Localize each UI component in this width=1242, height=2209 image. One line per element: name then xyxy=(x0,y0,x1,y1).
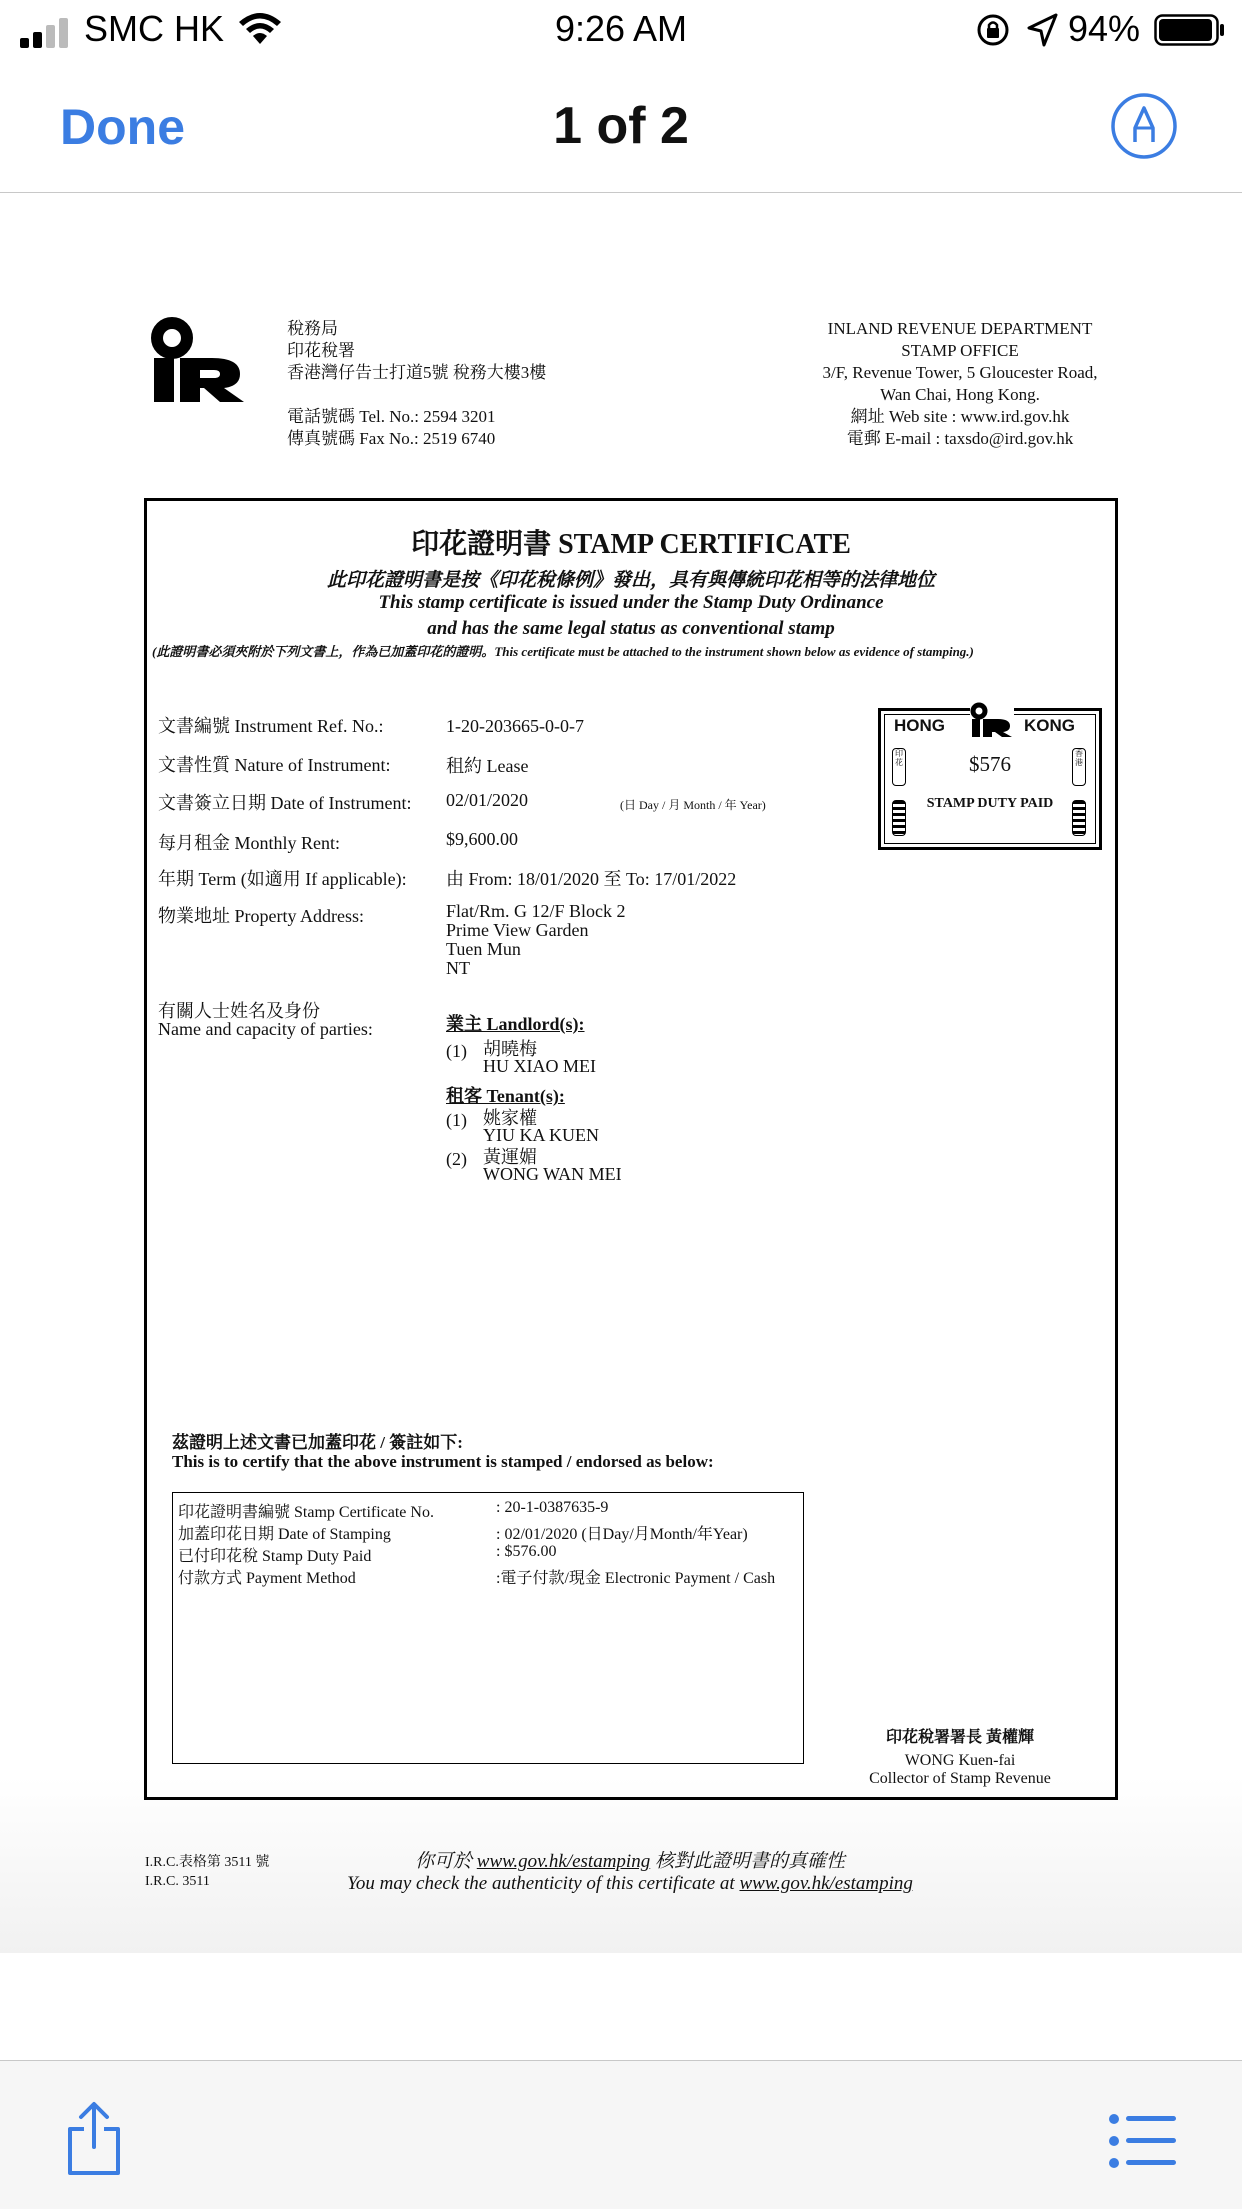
stamp-hong: HONG xyxy=(894,716,945,735)
parties-label xyxy=(158,1002,373,1038)
dept-cn: 稅務局 xyxy=(287,319,338,338)
parties-label-en: Name and capacity of parties: xyxy=(158,1019,373,1039)
rent-label: 每月租金 Monthly Rent: xyxy=(158,833,341,853)
address-line: Tuen Mun xyxy=(446,939,521,959)
landlord-name xyxy=(483,1041,596,1075)
header-left-contact xyxy=(287,406,495,450)
page-indicator: 1 of 2 xyxy=(553,97,689,155)
address-line: NT xyxy=(446,958,470,978)
battery-percent: 94% xyxy=(1068,8,1141,49)
address-cn: 香港灣仔告士打道5號 稅務大樓3樓 xyxy=(287,363,547,382)
certificate-title: 印花證明書 STAMP CERTIFICATE xyxy=(411,529,851,560)
signature-name: WONG Kuen-fai xyxy=(904,1752,1016,1769)
cert-no-value: : 20-1-0387635-9 xyxy=(496,1499,609,1516)
stamp-duty-paid: STAMP DUTY PAID xyxy=(926,796,1054,811)
nature-value: 租約 Lease xyxy=(446,756,529,776)
header-left-address xyxy=(287,318,546,384)
signature-title-en: Collector of Stamp Revenue xyxy=(869,1770,1051,1787)
tenant-name-en: WONG WAN MEI xyxy=(483,1164,622,1184)
header-right-address xyxy=(800,318,1120,450)
property-address xyxy=(446,902,626,978)
orientation-lock-icon xyxy=(976,12,1010,48)
signature-title-cn: 印花稅署署長 黃權輝 xyxy=(885,1729,1034,1746)
parties-label-cn: 有關人士姓名及身份 xyxy=(158,1001,320,1021)
tenant-num: (2) xyxy=(446,1149,467,1169)
duty-paid-value: : $576.00 xyxy=(496,1543,557,1560)
dept-en: INLAND REVENUE DEPARTMENT xyxy=(827,319,1093,338)
fax-line: 傳真號碼 Fax No.: 2519 6740 xyxy=(287,429,496,448)
status-bar xyxy=(0,0,1242,62)
ref-value: 1-20-203665-0-0-7 xyxy=(446,716,584,736)
stamp-seal-left: 印花 xyxy=(892,748,906,786)
address-en-2: Wan Chai, Hong Kong. xyxy=(880,385,1040,404)
payment-method-value: :電子付款/現金 Electronic Payment / Cash xyxy=(496,1570,776,1587)
ref-label: 文書編號 Instrument Ref. No.: xyxy=(158,716,384,736)
landlord-num: (1) xyxy=(446,1041,467,1061)
subtitle-en-2: and has the same legal status as conventional stamp xyxy=(427,618,835,639)
address-en-1: 3/F, Revenue Tower, 5 Gloucester Road, xyxy=(822,363,1098,382)
tenant-name-en: YIU KA KUEN xyxy=(483,1125,599,1145)
landlord-name-cn: 胡曉梅 xyxy=(483,1039,537,1059)
form-number-cn: I.R.C.表格第 3511 號 xyxy=(145,1855,270,1870)
duty-paid-label: 已付印花稅 Stamp Duty Paid xyxy=(178,1548,372,1565)
ird-logo-icon xyxy=(150,316,246,404)
estamping-link[interactable]: www.gov.hk/estamping xyxy=(739,1873,913,1894)
rent-value: $9,600.00 xyxy=(446,829,518,849)
location-icon xyxy=(1026,12,1058,48)
bottom-toolbar xyxy=(0,2060,1242,2209)
payment-method-label: 付款方式 Payment Method xyxy=(178,1570,356,1587)
address-label: 物業地址 Property Address: xyxy=(158,906,364,926)
stamp-amount: $576 xyxy=(969,752,1011,776)
carrier-name: SMC HK xyxy=(84,8,225,49)
battery-icon xyxy=(1154,14,1226,46)
date-value: 02/01/2020 xyxy=(446,790,529,810)
share-icon[interactable] xyxy=(64,2101,124,2177)
office-cn: 印花稅署 xyxy=(287,341,355,360)
address-line: Prime View Garden xyxy=(446,920,589,940)
subtitle-en-1: This stamp certificate is issued under the Stamp Duty Ordinance xyxy=(378,592,884,613)
list-icon[interactable] xyxy=(1108,2113,1178,2169)
landlord-name-en: HU XIAO MEI xyxy=(483,1056,596,1076)
verify-en-pre: You may check the authenticity of this certificate at xyxy=(347,1873,735,1894)
tenant-name xyxy=(483,1149,622,1183)
tenant-heading: 租客 Tenant(s): xyxy=(446,1086,565,1106)
office-en: STAMP OFFICE xyxy=(901,341,1019,360)
estamping-link[interactable]: www.gov.hk/estamping xyxy=(476,1851,651,1872)
term-value: 由 From: 18/01/2020 至 To: 17/01/2022 xyxy=(446,869,737,889)
subtitle-cn: 此印花證明書是按《印花稅條例》發出，具有與傳統印花相等的法律地位 xyxy=(326,570,935,591)
certify-en: This is to certify that the above instrument is stamped / endorsed as below: xyxy=(172,1452,714,1471)
verify-note-en xyxy=(320,1873,940,1895)
verify-note-cn xyxy=(320,1846,940,1873)
stamp-ornament-right xyxy=(1072,800,1086,836)
date-format: (日 Day / 月 Month / 年 Year) xyxy=(620,798,766,812)
certify-cn: 茲證明上述文書已加蓋印花 / 簽註如下: xyxy=(172,1433,463,1452)
stamp-kong: KONG xyxy=(1024,716,1075,735)
stamp-date-value: : 02/01/2020 (日Day/月Month/年Year) xyxy=(496,1526,748,1543)
cert-no-label: 印花證明書編號 Stamp Certificate No. xyxy=(178,1504,434,1521)
tenant-name-cn: 姚家權 xyxy=(483,1108,537,1128)
website-line: 網址 Web site : www.ird.gov.hk xyxy=(850,407,1070,426)
done-button[interactable]: Done xyxy=(60,99,185,155)
navigation-bar xyxy=(0,62,1242,193)
stamp-date-label: 加蓋印花日期 Date of Stamping xyxy=(178,1526,391,1543)
verify-cn-pre: 你可於 xyxy=(415,1851,473,1872)
nature-label: 文書性質 Nature of Instrument: xyxy=(158,755,391,775)
address-line: Flat/Rm. G 12/F Block 2 xyxy=(446,901,626,921)
clock: 9:26 AM xyxy=(554,8,688,49)
tel-line: 電話號碼 Tel. No.: 2594 3201 xyxy=(287,407,496,426)
email-line: 電郵 E-mail : taxsdo@ird.gov.hk xyxy=(846,429,1074,448)
attach-note: (此證明書必須夾附於下列文書上，作為已加蓋印花的證明。This certificate must be attached to the instrument shown below as evidence of stamping.) xyxy=(152,644,974,659)
tenant-name xyxy=(483,1110,599,1144)
form-number-en: I.R.C. 3511 xyxy=(145,1874,210,1889)
markup-pen-icon[interactable] xyxy=(1110,92,1178,160)
date-label: 文書簽立日期 Date of Instrument: xyxy=(158,793,412,813)
tenant-num: (1) xyxy=(446,1110,467,1130)
verify-cn-post: 核對此證明書的真確性 xyxy=(654,1851,845,1872)
stamp-seal-right: 香港 xyxy=(1072,748,1086,786)
tenant-name-cn: 黃運媚 xyxy=(483,1147,537,1167)
landlord-heading: 業主 Landlord(s): xyxy=(446,1014,585,1034)
term-label: 年期 Term (如適用 If applicable): xyxy=(158,869,407,889)
stamp-ird-logo-icon xyxy=(970,702,1014,738)
stamp-ornament-left xyxy=(892,800,906,836)
